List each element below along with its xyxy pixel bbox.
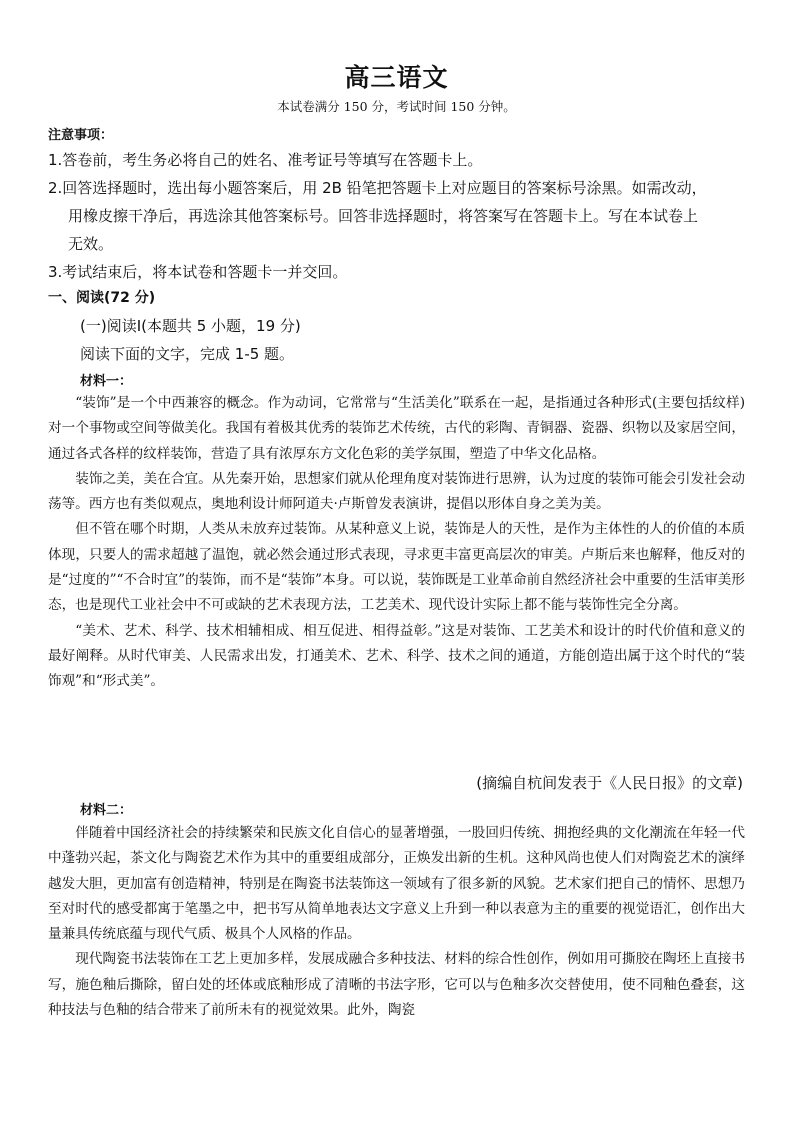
exam-info: 本试卷满分 150 分，考试时间 150 分钟。 [277,99,516,114]
section-heading: 一、阅读(72 分) [48,290,156,306]
material-1-source: (摘编自杭间发表于《人民日报》的文章) [476,774,743,792]
material-1-paragraph: “美术、艺术、科学、技术相辅相成、相互促进、相得益彰。”这是对装饰、工艺美术和设计的时代价值和意义的最好阐释。从时代审美、人民需求出发，打通美术、艺术、科学、技术之间的通道，方能创造出属于这个时代的“装饰观”和“形式美”。 [48,622,745,690]
material-1-body [48,391,745,695]
material-1-paragraph: 但不管在哪个时期，人类从未放弃过装饰。从某种意义上说，装饰是人的天性，是作为主体性的人的价值的本质体现，只要人的需求超越了温饱，就必然会通过形式表现，寻求更丰富更高层次的审美。卢斯后来也解释，他反对的是“过度的”“不合时宜”的装饰，而不是“装饰”本身。可以说，装饰既是工业革命前自然经济社会中重要的生活审美形态，也是现代工业社会中不可或缺的艺术表现方法，工艺美术、现代设计实际上都不能与装饰性完全分离。 [48,521,745,614]
material-2-paragraph: 现代陶瓷书法装饰在工艺上更加多样，发展成融合多种技法、材料的综合性创作，例如用可撕胶在陶坯上直接书写，施色釉后撕除，留白处的坯体或底釉形成了清晰的书法字形，它可以与色釉多次交替使用，使不同釉色叠套，这种技法与色釉的结合带来了前所未有的视觉效果。此外，陶瓷 [48,951,745,1019]
material-2-body [48,821,745,1023]
notice-item-2-line-1: 2.回答选择题时，选出每小题答案后，用 2B 铅笔把答题卡上对应题目的答案标号涂黑。如需改动， [48,179,707,197]
notice-heading: 注意事项： [48,128,114,143]
notice-item-3: 3.考试结束后，将本试卷和答题卡一并交回。 [48,263,348,281]
material-1-paragraph: 装饰之美，美在合宜。从先秦开始，思想家们就从伦理角度对装饰进行思辨，认为过度的装饰可能会引发社会动荡等。西方也有类似观点，奥地利设计师阿道夫·卢斯曾发表演讲，提倡以形体自身之美为美。 [48,470,745,513]
notice-item-2-line-2: 用橡皮擦干净后，再选涂其他答案标号。回答非选择题时，将答案写在答题卡上。写在本试卷上 [68,207,699,225]
material-2-label: 材料二： [80,803,133,818]
notice-item-1: 1.答卷前，考生务必将自己的姓名、准考证号等填写在答题卡上。 [48,151,483,169]
material-1-label: 材料一： [80,374,133,389]
sub-section-heading: (一)阅读Ⅰ(本题共 5 小题，19 分) [80,317,301,335]
page-title: 高三语文 [344,63,449,92]
notice-item-2-line-3: 无效。 [68,235,114,253]
material-2-paragraph: 伴随着中国经济社会的持续繁荣和民族文化自信心的显著增强，一股回归传统、拥抱经典的文化潮流在年轻一代中蓬勃兴起，茶文化与陶瓷艺术作为其中的重要组成部分，正焕发出新的生机。这种风尚也使人们对陶瓷艺术的演绎越发大胆，更加富有创造精神，特别是在陶瓷书法装饰这一领域有了很多新的风貌。艺术家们把自己的情怀、思想乃至对时代的感受都寓于笔墨之中，把书写从简单地表达文字意义上升到一种以表意为主的重要的视觉语汇，创作出大量兼具传统底蕴与现代气质、极具个人风格的作品。 [48,825,745,943]
reading-instruction: 阅读下面的文字，完成 1-5 题。 [80,345,295,363]
material-1-paragraph: “装饰”是一个中西兼容的概念。作为动词，它常常与“生活美化”联系在一起，是指通过各种形式(主要包括纹样)对一个事物或空间等做美化。我国有着极其优秀的装饰艺术传统，古代的彩陶、青铜器、瓷器、织物以及家居空间，通过各式各样的纹样装饰，营造了具有浓厚东方文化色彩的美学氛围，塑造了中华文化品格。 [48,395,745,462]
